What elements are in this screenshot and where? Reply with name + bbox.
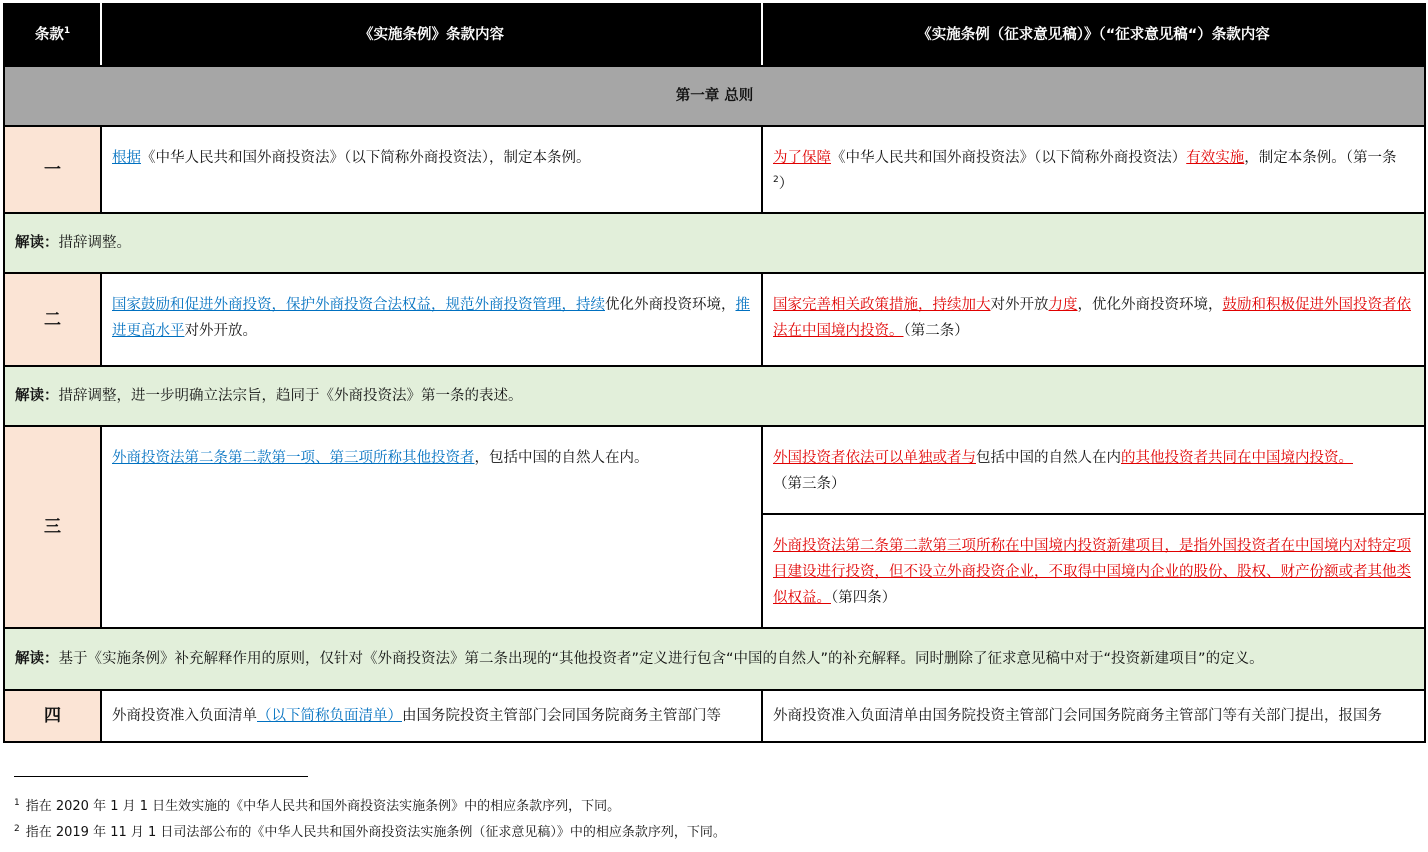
text-segment: 《中华人民共和国外商投资法》（以下简称外商投资法），制定本条例。 [141, 150, 591, 166]
clause-number: 四 [4, 690, 101, 742]
inserted-text: 推进更高水平 [112, 297, 750, 339]
changed-text: 有效实施 [1186, 150, 1245, 166]
changed-text: 鼓励和积极促进外国投资者依法在中国境内投资。 [773, 297, 1411, 339]
inserted-text: （以下简称负面清单） [257, 708, 402, 724]
clause-number: 一 [4, 126, 101, 213]
text-segment: 外商投资准入负面清单由国务院投资主管部门会同国务院商务主管部门等有关部门提出，报国务 [773, 708, 1382, 724]
text-segment: （第三条） [773, 476, 846, 492]
interpretation-row [4, 628, 1425, 690]
text-segment: （第二条） [903, 323, 969, 339]
header-final-text: 《实施条例》条款内容 [101, 4, 762, 66]
interpretation-row [4, 366, 1425, 426]
comparison-table [3, 3, 1426, 743]
text-segment: 外商投资准入负面清单 [112, 708, 257, 724]
final-text-cell [101, 273, 762, 366]
footnote-separator [14, 776, 308, 777]
interpretation-text: 解读：基于《实施条例》补充解释作用的原则，仅针对《外商投资法》第二条出现的“其他投资者”定义进行包含“中国的自然人”的补充解释。同时删除了征求意见稿中对于“投资新建项目”的定义。 [4, 628, 1425, 690]
draft-text-cell-2 [762, 514, 1425, 628]
changed-text: 外商投资法第二条第二款第三项所称在中国境内投资新建项目，是指外国投资者在中国境内对特定项目建设进行投资，但不设立外商投资企业，不取得中国境内企业的股份、股权、财产份额或者其他类似权益。 [773, 538, 1411, 606]
draft-text-cell [762, 273, 1425, 366]
footnote-1: $^1$ 指在 2020 年 1 月 1 日生效实施的《中华人民共和国外商投资法实施条例》中的相应条款序列，下同。 [14, 797, 621, 814]
text-segment: （第四条） [831, 590, 897, 606]
text-segment: 由国务院投资主管部门会同国务院商务主管部门等 [402, 708, 721, 724]
text-segment: ，优化外商投资环境， [1077, 297, 1223, 313]
interpretation-text: 解读：措辞调整，进一步明确立法宗旨，趋同于《外商投资法》第一条的表述。 [4, 366, 1425, 426]
inserted-text: 外商投资法第二条第二款第一项、第三项所称其他投资者 [112, 450, 475, 466]
inserted-text: 国家鼓励和促进外商投资，保护外商投资合法权益，规范外商投资管理，持续 [112, 297, 605, 313]
final-text-cell [101, 126, 762, 213]
clause-row [4, 426, 1425, 514]
draft-text-cell [762, 426, 1425, 514]
header-draft-text: 《实施条例（征求意见稿）》（“征求意见稿“）条款内容 [762, 4, 1425, 66]
final-text-cell [101, 690, 762, 742]
clause-number: 三 [4, 426, 101, 628]
text-segment: 《中华人民共和国外商投资法》（以下简称外商投资法） [831, 150, 1187, 166]
footnote-ref: 2 [773, 175, 779, 186]
text-segment: 对外开放。 [184, 323, 257, 339]
changed-text: 国家完善相关政策措施，持续加大 [773, 297, 991, 313]
draft-text-cell [762, 690, 1425, 742]
chapter-row [4, 66, 1425, 126]
text-segment: 优化外商投资环境， [605, 297, 736, 313]
changed-text: 的其他投资者共同在中国境内投资。 [1121, 450, 1353, 466]
interpretation-text: 解读：措辞调整。 [4, 213, 1425, 273]
draft-text-cell [762, 126, 1425, 213]
text-segment: ，制定本条例。（第一条 [1244, 150, 1397, 166]
clause-row [4, 273, 1425, 366]
text-segment: 对外开放 [990, 297, 1049, 313]
chapter-title: 第一章 总则 [4, 66, 1425, 126]
header-row [4, 4, 1425, 66]
changed-text: 力度 [1048, 297, 1078, 313]
clause-row [4, 126, 1425, 213]
final-text-cell [101, 426, 762, 628]
text-segment: ） [778, 176, 794, 192]
clause-number: 二 [4, 273, 101, 366]
changed-text: 外国投资者依法可以单独或者与 [773, 450, 976, 466]
header-clause: 条款$^1$ [4, 4, 101, 66]
text-segment: ，包括中国的自然人在内。 [474, 450, 649, 466]
interpretation-row [4, 213, 1425, 273]
footnote-2: $^2$ 指在 2019 年 11 月 1 日司法部公布的《中华人民共和国外商投资法实施条例（征求意见稿）》中的相应条款序列，下同。 [14, 823, 726, 840]
changed-text: 为了保障 [773, 150, 831, 166]
clause-row [4, 690, 1425, 742]
inserted-text: 根据 [112, 150, 141, 166]
text-segment: 包括中国的自然人在内 [976, 450, 1121, 466]
